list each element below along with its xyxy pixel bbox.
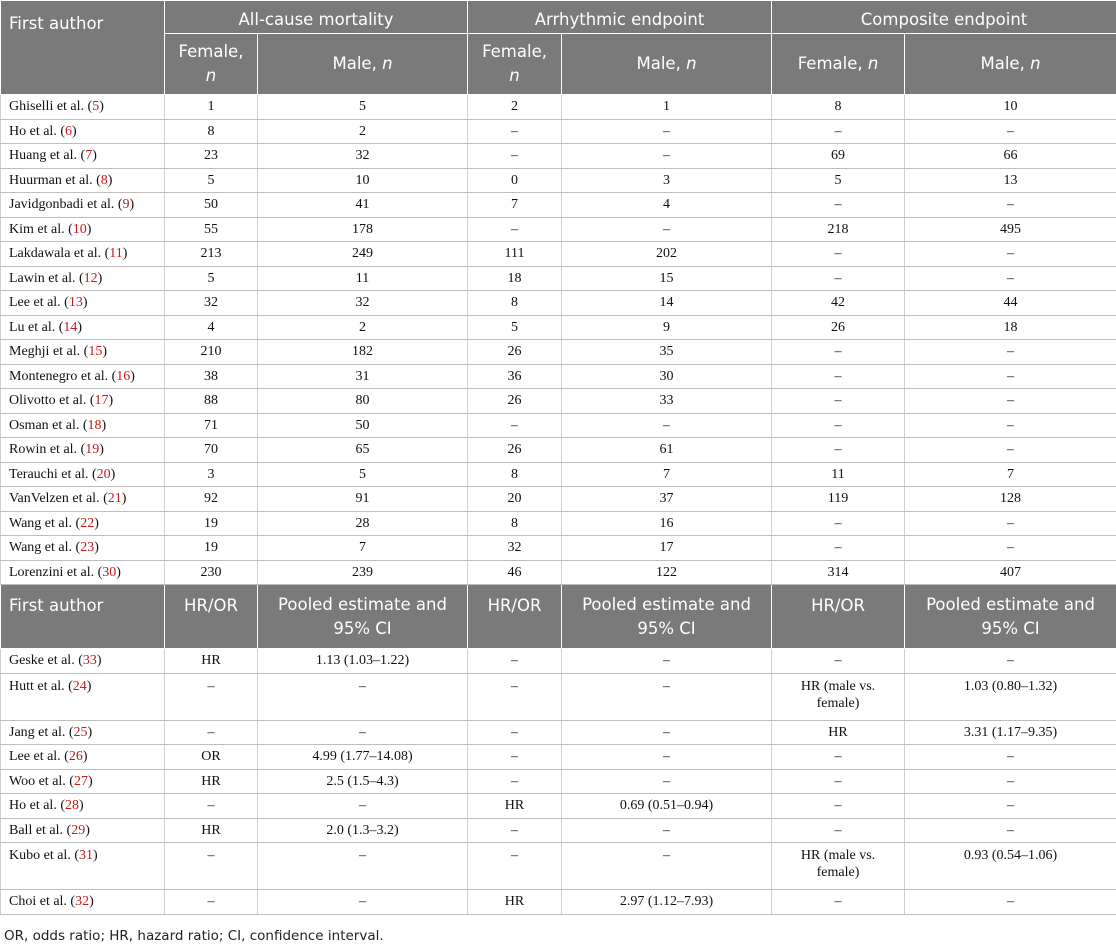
value-cell: OR: [165, 745, 258, 770]
value-cell: 13: [905, 168, 1116, 193]
value-cell: –: [562, 818, 772, 843]
male-n-header: Male, n: [905, 34, 1116, 95]
reference-link[interactable]: 12: [83, 270, 98, 286]
value-cell: 66: [905, 144, 1116, 169]
value-cell: –: [905, 769, 1116, 794]
reference-link[interactable]: 28: [64, 798, 79, 814]
value-cell: –: [772, 536, 905, 561]
value-cell: 18: [905, 315, 1116, 340]
table-row: [1, 536, 1116, 561]
value-cell: –: [468, 673, 562, 720]
value-cell: –: [468, 769, 562, 794]
value-cell: 5: [165, 168, 258, 193]
author-cell: Kim et al. (10): [1, 217, 165, 242]
value-cell: –: [905, 818, 1116, 843]
reference-link[interactable]: 14: [63, 319, 78, 335]
value-cell: 3: [562, 168, 772, 193]
value-cell: –: [562, 649, 772, 674]
value-cell: 5: [258, 95, 468, 120]
value-cell: 1: [562, 95, 772, 120]
reference-link[interactable]: 32: [75, 894, 90, 910]
table-row: [1, 890, 1116, 915]
table-row: [1, 364, 1116, 389]
author-cell: Terauchi et al. (20): [1, 462, 165, 487]
hr-or-header: HR/OR: [772, 585, 905, 649]
table-row: [1, 745, 1116, 770]
value-cell: –: [468, 413, 562, 438]
value-cell: –: [772, 389, 905, 414]
reference-link[interactable]: 33: [82, 653, 97, 669]
value-cell: 26: [468, 438, 562, 463]
reference-link[interactable]: 21: [107, 491, 122, 507]
value-cell: 407: [905, 560, 1116, 585]
author-cell: Wang et al. (23): [1, 536, 165, 561]
value-cell: HR: [468, 890, 562, 915]
value-cell: 8: [468, 291, 562, 316]
value-cell: 26: [772, 315, 905, 340]
value-cell: –: [772, 413, 905, 438]
value-cell: –: [165, 794, 258, 819]
male-n-header: Male, n: [562, 34, 772, 95]
value-cell: 46: [468, 560, 562, 585]
reference-link[interactable]: 6: [64, 123, 72, 139]
value-cell: –: [905, 890, 1116, 915]
reference-link[interactable]: 29: [71, 822, 86, 838]
table-row: [1, 438, 1116, 463]
value-cell: 19: [165, 536, 258, 561]
value-cell: –: [165, 673, 258, 720]
value-cell: –: [258, 890, 468, 915]
value-cell: 2.97 (1.12–7.93): [562, 890, 772, 915]
table-row: [1, 315, 1116, 340]
value-cell: 7: [258, 536, 468, 561]
value-cell: 119: [772, 487, 905, 512]
reference-link[interactable]: 23: [80, 540, 95, 556]
reference-link[interactable]: 26: [68, 749, 83, 765]
reference-link[interactable]: 17: [94, 393, 109, 409]
value-cell: –: [562, 769, 772, 794]
author-cell: Montenegro et al. (16): [1, 364, 165, 389]
value-cell: 4: [165, 315, 258, 340]
value-cell: –: [905, 536, 1116, 561]
table-row: [1, 95, 1116, 120]
reference-link[interactable]: 16: [116, 368, 131, 384]
value-cell: 19: [165, 511, 258, 536]
value-cell: –: [562, 720, 772, 745]
value-cell: 17: [562, 536, 772, 561]
value-cell: 50: [258, 413, 468, 438]
table-row: [1, 119, 1116, 144]
value-cell: –: [258, 843, 468, 890]
first-author-header-pooled: First author: [1, 585, 165, 649]
value-cell: 3.31 (1.17–9.35): [905, 720, 1116, 745]
hr-or-header: HR/OR: [165, 585, 258, 649]
value-cell: 20: [468, 487, 562, 512]
value-cell: 2: [468, 95, 562, 120]
female-n-header: Female, n: [165, 34, 258, 95]
table-footnote: OR, odds ratio; HR, hazard ratio; CI, confidence interval.: [4, 928, 384, 944]
value-cell: –: [905, 794, 1116, 819]
value-cell: 2.5 (1.5–4.3): [258, 769, 468, 794]
value-cell: 122: [562, 560, 772, 585]
value-cell: –: [468, 745, 562, 770]
table-row: [1, 720, 1116, 745]
value-cell: –: [905, 413, 1116, 438]
value-cell: 314: [772, 560, 905, 585]
value-cell: –: [772, 364, 905, 389]
pooled-estimate-header: Pooled estimate and 95% CI: [905, 585, 1116, 649]
author-cell: Meghji et al. (15): [1, 340, 165, 365]
pooled-section: [1, 649, 1116, 915]
value-cell: HR: [468, 794, 562, 819]
value-cell: 7: [905, 462, 1116, 487]
value-cell: 4: [562, 193, 772, 218]
table-row: [1, 144, 1116, 169]
value-cell: 38: [165, 364, 258, 389]
table-row: [1, 560, 1116, 585]
value-cell: 69: [772, 144, 905, 169]
value-cell: 42: [772, 291, 905, 316]
table-row: [1, 340, 1116, 365]
value-cell: HR (male vs. female): [772, 673, 905, 720]
value-cell: 218: [772, 217, 905, 242]
value-cell: 8: [772, 95, 905, 120]
table-row: [1, 242, 1116, 267]
female-n-header: Female, n: [772, 34, 905, 95]
value-cell: –: [772, 438, 905, 463]
reference-link[interactable]: 15: [88, 344, 103, 360]
value-cell: –: [772, 649, 905, 674]
value-cell: 1.03 (0.80–1.32): [905, 673, 1116, 720]
value-cell: 18: [468, 266, 562, 291]
value-cell: –: [772, 266, 905, 291]
value-cell: 37: [562, 487, 772, 512]
value-cell: 80: [258, 389, 468, 414]
table-row: [1, 673, 1116, 720]
author-cell: Hutt et al. (24): [1, 673, 165, 720]
value-cell: –: [562, 745, 772, 770]
value-cell: 71: [165, 413, 258, 438]
value-cell: –: [772, 745, 905, 770]
value-cell: –: [258, 673, 468, 720]
value-cell: –: [772, 242, 905, 267]
reference-link[interactable]: 18: [87, 417, 102, 433]
value-cell: 202: [562, 242, 772, 267]
value-cell: 0.93 (0.54–1.06): [905, 843, 1116, 890]
table-row: [1, 818, 1116, 843]
value-cell: –: [905, 340, 1116, 365]
table-row: [1, 649, 1116, 674]
author-cell: Lawin et al. (12): [1, 266, 165, 291]
value-cell: 32: [258, 291, 468, 316]
value-cell: 9: [562, 315, 772, 340]
author-cell: Lee et al. (13): [1, 291, 165, 316]
value-cell: 249: [258, 242, 468, 267]
value-cell: –: [905, 119, 1116, 144]
reference-link[interactable]: 8: [100, 172, 108, 188]
value-cell: HR (male vs. female): [772, 843, 905, 890]
value-cell: –: [905, 511, 1116, 536]
value-cell: 11: [772, 462, 905, 487]
value-cell: –: [772, 818, 905, 843]
table-row: [1, 843, 1116, 890]
table-row: [1, 462, 1116, 487]
value-cell: 55: [165, 217, 258, 242]
value-cell: 32: [165, 291, 258, 316]
table-row: [1, 193, 1116, 218]
author-cell: Olivotto et al. (17): [1, 389, 165, 414]
value-cell: 41: [258, 193, 468, 218]
value-cell: –: [905, 364, 1116, 389]
value-cell: 1.13 (1.03–1.22): [258, 649, 468, 674]
value-cell: 15: [562, 266, 772, 291]
value-cell: –: [258, 720, 468, 745]
value-cell: 32: [468, 536, 562, 561]
author-cell: Ho et al. (6): [1, 119, 165, 144]
value-cell: 91: [258, 487, 468, 512]
value-cell: –: [562, 413, 772, 438]
value-cell: HR: [165, 769, 258, 794]
value-cell: 30: [562, 364, 772, 389]
value-cell: 36: [468, 364, 562, 389]
value-cell: –: [165, 720, 258, 745]
value-cell: 70: [165, 438, 258, 463]
value-cell: 44: [905, 291, 1116, 316]
counts-section: [1, 95, 1116, 585]
value-cell: 23: [165, 144, 258, 169]
reference-link[interactable]: 24: [72, 678, 87, 694]
author-cell: Huurman et al. (8): [1, 168, 165, 193]
table-row: [1, 487, 1116, 512]
reference-link[interactable]: 11: [109, 246, 123, 262]
value-cell: 10: [258, 168, 468, 193]
value-cell: 2: [258, 315, 468, 340]
value-cell: 11: [258, 266, 468, 291]
value-cell: 26: [468, 389, 562, 414]
value-cell: –: [905, 389, 1116, 414]
value-cell: 2: [258, 119, 468, 144]
value-cell: 1: [165, 95, 258, 120]
value-cell: –: [905, 438, 1116, 463]
author-cell: Ghiselli et al. (5): [1, 95, 165, 120]
value-cell: 239: [258, 560, 468, 585]
value-cell: –: [772, 193, 905, 218]
male-n-header: Male, n: [258, 34, 468, 95]
value-cell: 28: [258, 511, 468, 536]
value-cell: 128: [905, 487, 1116, 512]
value-cell: 31: [258, 364, 468, 389]
value-cell: 61: [562, 438, 772, 463]
value-cell: HR: [772, 720, 905, 745]
reference-link[interactable]: 22: [80, 515, 95, 531]
value-cell: 88: [165, 389, 258, 414]
value-cell: –: [905, 745, 1116, 770]
reference-link[interactable]: 27: [73, 773, 88, 789]
value-cell: –: [905, 242, 1116, 267]
value-cell: 0.69 (0.51–0.94): [562, 794, 772, 819]
first-author-header: First author: [1, 1, 165, 95]
value-cell: 8: [468, 511, 562, 536]
value-cell: –: [562, 843, 772, 890]
reference-link[interactable]: 19: [85, 442, 100, 458]
reference-link[interactable]: 25: [73, 724, 88, 740]
author-cell: Ball et al. (29): [1, 818, 165, 843]
author-cell: Lu et al. (14): [1, 315, 165, 340]
value-cell: –: [562, 119, 772, 144]
value-cell: –: [772, 769, 905, 794]
value-cell: 0: [468, 168, 562, 193]
value-cell: –: [468, 217, 562, 242]
value-cell: –: [772, 119, 905, 144]
table-row: [1, 168, 1116, 193]
value-cell: –: [468, 119, 562, 144]
value-cell: 7: [562, 462, 772, 487]
value-cell: 7: [468, 193, 562, 218]
author-cell: Woo et al. (27): [1, 769, 165, 794]
hr-or-header: HR/OR: [468, 585, 562, 649]
value-cell: 5: [772, 168, 905, 193]
value-cell: –: [772, 794, 905, 819]
value-cell: –: [468, 720, 562, 745]
value-cell: 495: [905, 217, 1116, 242]
author-cell: Geske et al. (33): [1, 649, 165, 674]
value-cell: 178: [258, 217, 468, 242]
pooled-estimate-header: Pooled estimate and 95% CI: [258, 585, 468, 649]
author-cell: Javidgonbadi et al. (9): [1, 193, 165, 218]
value-cell: –: [772, 340, 905, 365]
author-cell: Kubo et al. (31): [1, 843, 165, 890]
author-cell: Huang et al. (7): [1, 144, 165, 169]
value-cell: –: [905, 193, 1116, 218]
value-cell: –: [468, 818, 562, 843]
value-cell: –: [468, 144, 562, 169]
table-row: [1, 413, 1116, 438]
value-cell: –: [562, 144, 772, 169]
value-cell: 5: [258, 462, 468, 487]
author-cell: Lakdawala et al. (11): [1, 242, 165, 267]
arrhythmic-endpoint-header: Arrhythmic endpoint: [468, 1, 772, 34]
value-cell: HR: [165, 649, 258, 674]
value-cell: –: [772, 890, 905, 915]
table-row: [1, 769, 1116, 794]
value-cell: 3: [165, 462, 258, 487]
value-cell: 50: [165, 193, 258, 218]
value-cell: 210: [165, 340, 258, 365]
all-cause-mortality-header: All-cause mortality: [165, 1, 468, 34]
table-row: [1, 511, 1116, 536]
value-cell: –: [905, 649, 1116, 674]
pooled-estimate-header: Pooled estimate and 95% CI: [562, 585, 772, 649]
value-cell: 182: [258, 340, 468, 365]
value-cell: –: [165, 843, 258, 890]
table-row: [1, 291, 1116, 316]
author-cell: Jang et al. (25): [1, 720, 165, 745]
author-cell: VanVelzen et al. (21): [1, 487, 165, 512]
reference-link[interactable]: 10: [72, 221, 87, 237]
reference-link[interactable]: 7: [85, 148, 93, 164]
value-cell: –: [562, 673, 772, 720]
value-cell: 2.0 (1.3–3.2): [258, 818, 468, 843]
author-cell: Osman et al. (18): [1, 413, 165, 438]
reference-link[interactable]: 13: [68, 295, 83, 311]
reference-link[interactable]: 30: [102, 564, 117, 580]
value-cell: 213: [165, 242, 258, 267]
reference-link[interactable]: 9: [122, 197, 130, 213]
value-cell: 5: [165, 266, 258, 291]
value-cell: 8: [468, 462, 562, 487]
value-cell: 35: [562, 340, 772, 365]
reference-link[interactable]: 31: [78, 848, 93, 863]
table-row: [1, 266, 1116, 291]
author-cell: Ho et al. (28): [1, 794, 165, 819]
value-cell: 10: [905, 95, 1116, 120]
table-row: [1, 217, 1116, 242]
value-cell: 26: [468, 340, 562, 365]
value-cell: 4.99 (1.77–14.08): [258, 745, 468, 770]
value-cell: 32: [258, 144, 468, 169]
value-cell: 16: [562, 511, 772, 536]
value-cell: –: [468, 843, 562, 890]
value-cell: –: [258, 794, 468, 819]
author-cell: Choi et al. (32): [1, 890, 165, 915]
composite-endpoint-header: Composite endpoint: [772, 1, 1116, 34]
value-cell: –: [772, 511, 905, 536]
value-cell: –: [562, 217, 772, 242]
value-cell: HR: [165, 818, 258, 843]
value-cell: 230: [165, 560, 258, 585]
table-row: [1, 794, 1116, 819]
value-cell: 8: [165, 119, 258, 144]
author-cell: Wang et al. (22): [1, 511, 165, 536]
table-row: [1, 389, 1116, 414]
value-cell: 92: [165, 487, 258, 512]
value-cell: –: [905, 266, 1116, 291]
female-n-header: Female, n: [468, 34, 562, 95]
value-cell: –: [468, 649, 562, 674]
value-cell: 111: [468, 242, 562, 267]
value-cell: 65: [258, 438, 468, 463]
author-cell: Lee et al. (26): [1, 745, 165, 770]
author-cell: Rowin et al. (19): [1, 438, 165, 463]
value-cell: –: [165, 890, 258, 915]
value-cell: 14: [562, 291, 772, 316]
value-cell: 33: [562, 389, 772, 414]
reference-link[interactable]: 5: [92, 99, 100, 115]
author-cell: Lorenzini et al. (30): [1, 560, 165, 585]
reference-link[interactable]: 20: [96, 466, 111, 482]
value-cell: 5: [468, 315, 562, 340]
